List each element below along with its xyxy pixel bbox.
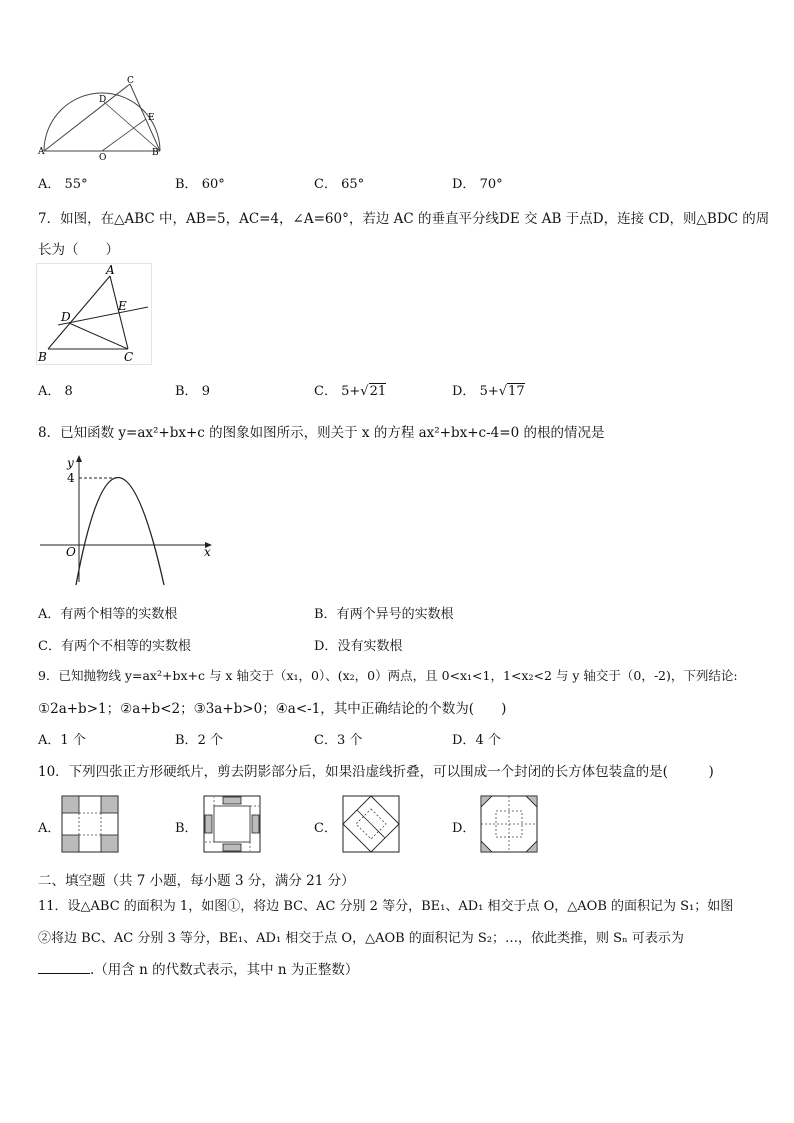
option-text: 8 [64,384,73,399]
option-letter: D． [452,733,476,748]
option-letter: A． [38,607,61,622]
option-letter: D． [452,177,476,192]
option-text: 3 个 [336,733,363,748]
option-letter: D． [452,384,476,399]
q7-label-b: B [38,350,47,364]
option-letter: A． [38,733,61,748]
q11-stem-line1: 11．设△ABC 的面积为 1，如图①，将边 BC、AC 分别 2 等分，BE₁、AD₁ 相交于点 O，△AOB 的面积记为 S₁；如图 [38,899,734,914]
q11-stem-line3 [38,958,358,978]
q9-option-c[interactable] [314,729,362,748]
option-letter: C． [314,384,337,399]
option-text: 有两个异号的实数根 [336,607,454,622]
q7-option-d[interactable] [452,380,525,399]
q10-option-c-label[interactable]: C． [314,821,337,836]
q7-option-c[interactable] [314,380,386,399]
option-letter: C． [314,733,337,748]
q8-option-c[interactable] [38,635,191,654]
q8-label-x: x [204,545,211,559]
q10-option-b-label[interactable]: B． [175,821,198,836]
q6-label-o: O [99,153,107,162]
q6-option-d[interactable] [452,173,503,192]
q10-option-b-figure[interactable] [203,795,261,853]
option-letter: B． [175,177,198,192]
q7-label-a: A [106,263,115,277]
q10-option-d-figure[interactable] [480,795,538,853]
q7-label-d: D [61,310,71,324]
q7-label-e: E [118,299,127,313]
q7-stem-line2: 长为（ ） [38,242,119,258]
q7-option-b[interactable] [175,380,210,399]
q6-label-d: D [99,95,107,105]
q9-stem-line1: 9．已知抛物线 y=ax²+bx+c 与 x 轴交于（x₁，0）、(x₂，0）两点，且 0<x₁<1，1<x₂<2 与 y 轴交于（0，-2)，下列结论: [38,668,738,683]
option-text: 60° [201,177,225,192]
q7-option-a[interactable] [38,380,73,399]
q9-option-b[interactable] [175,729,223,748]
q10-option-c-figure[interactable] [342,795,400,853]
q10-option-a-figure[interactable] [61,795,119,853]
option-prefix: 5+ [479,384,499,399]
option-letter: B． [314,607,337,622]
option-text: 没有实数根 [337,639,403,654]
option-text: 有两个不相等的实数根 [60,639,191,654]
q8-figure [36,452,218,587]
q6-label-a: A [38,147,45,157]
q9-option-a[interactable] [38,729,86,748]
option-letter: D． [314,639,338,654]
q6-label-c: C [127,76,134,86]
option-text: 9 [201,384,210,399]
option-letter: A． [38,177,61,192]
option-text: 4 个 [475,733,501,748]
q8-option-b[interactable] [314,603,454,622]
q8-label-y: y [67,456,74,470]
section-heading: 二、填空题（共 7 小题，每小题 3 分，满分 21 分） [38,873,355,889]
q11-stem-line2: ②将边 BC、AC 分别 3 等分，BE₁、AD₁ 相交于点 O，△AOB 的面积记为 S₂；…，依此类推，则 Sₙ 可表示为 [38,931,684,946]
q10-stem: 10．下列四张正方形硬纸片，剪去阴影部分后，如果沿虚线折叠，可以围成一个封闭的长方体包装盒的是( ) [38,764,714,780]
q11-line3-text: .（用含 n 的代数式表示，其中 n 为正整数） [90,962,359,978]
q8-label-max: 4 [67,471,75,485]
sqrt-icon: √ [360,384,369,399]
q6-option-c[interactable] [314,173,364,192]
answer-blank[interactable] [38,973,90,974]
q10-option-a-label[interactable]: A． [38,821,61,836]
option-text: 有两个相等的实数根 [60,607,178,622]
q6-option-b[interactable] [175,173,225,192]
q9-stem-line2: ①2a+b>1；②a+b<2；③3a+b>0；④a<-1，其中正确结论的个数为( ) [38,701,507,717]
option-prefix: 5+ [341,384,361,399]
q10-option-d-label[interactable]: D． [452,821,476,836]
option-text: 65° [341,177,365,192]
q7-figure [36,263,152,365]
option-text: 55° [64,177,88,192]
q7-label-c: C [124,350,134,364]
option-radicand: 17 [508,384,525,399]
q6-label-b: B [152,148,159,158]
sqrt-icon: √ [498,384,508,399]
q8-option-d[interactable] [314,635,402,654]
q7-stem-line1: 7．如图，在△ABC 中，AB=5，AC=4，∠A=60°，若边 AC 的垂直平分线DE 交 AB 于点D，连接 CD，则△BDC 的周 [38,211,770,227]
option-radicand: 21 [369,384,387,399]
q6-option-a[interactable] [38,173,88,192]
q6-figure [36,76,166,162]
q8-stem: 8．已知函数 y=ax²+bx+c 的图象如图所示，则关于 x 的方程 ax²+bx+c-4=0 的根的情况是 [38,425,605,441]
q6-label-e: E [148,113,155,123]
q8-label-origin: O [66,545,76,559]
q9-option-d[interactable] [452,729,501,748]
option-letter: B． [175,384,198,399]
option-text: 1 个 [60,733,86,748]
option-letter: C． [314,177,337,192]
option-letter: B． [175,733,198,748]
option-text: 70° [479,177,503,192]
option-letter: C． [38,639,61,654]
option-letter: A． [38,384,61,399]
q8-option-a[interactable] [38,603,177,622]
option-text: 2 个 [197,733,223,748]
